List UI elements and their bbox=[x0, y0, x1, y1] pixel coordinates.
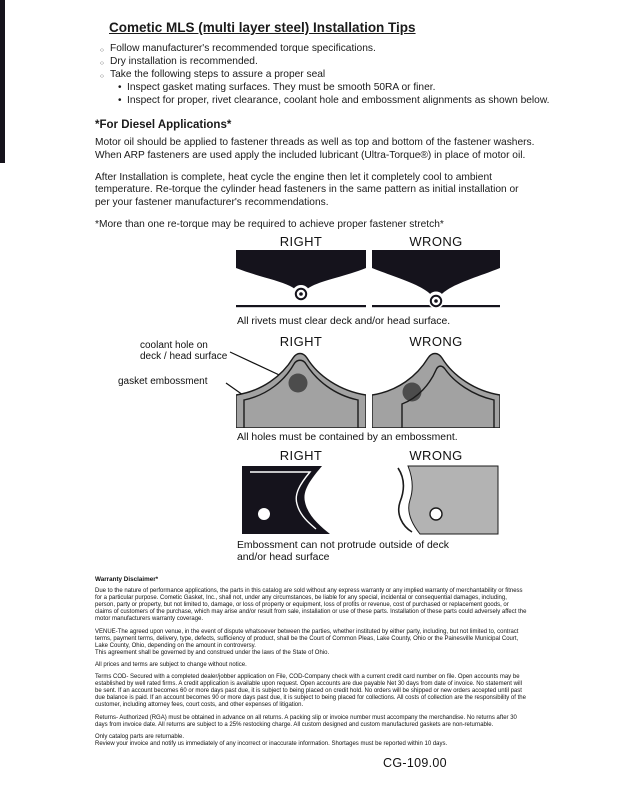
warranty-paragraph: This agreement shall be governed by and construed under the laws of the State of Ohio. bbox=[95, 649, 330, 656]
deck-surface-shape bbox=[372, 354, 500, 429]
deck-surface-shape bbox=[408, 466, 498, 534]
rivet-diagram-wrong bbox=[372, 250, 500, 312]
rivet-right-svg bbox=[236, 250, 366, 312]
rivet-caption: All rivets must clear deck and/or head surface. bbox=[237, 316, 451, 327]
warranty-paragraph: Only catalog parts are returnable. bbox=[95, 733, 185, 740]
rivet-center-dot bbox=[434, 299, 438, 303]
tip-item: ○ Take the following steps to assure a proper seal bbox=[95, 68, 535, 81]
coolant-hole-icon bbox=[289, 374, 308, 393]
embossment-caption: All holes must be contained by an embossment. bbox=[237, 432, 458, 443]
rivet-diagram-right bbox=[236, 250, 366, 312]
column-header-wrong: WRONG bbox=[409, 448, 463, 463]
warranty-disclaimer-block bbox=[95, 576, 527, 748]
column-header-right: RIGHT bbox=[279, 448, 323, 463]
bolt-hole-icon bbox=[430, 508, 442, 520]
column-header-wrong: WRONG bbox=[409, 334, 463, 349]
diesel-paragraph-1: Motor oil should be applied to fastener threads as well as top and bottom of the fastener washers. When ARP fasteners are used apply the included lubricant (Ultra-Torque®) in place of motor oil. bbox=[95, 137, 535, 161]
protrusion-wrong-svg bbox=[372, 464, 500, 536]
deck-surface-shape bbox=[242, 466, 330, 534]
gasket-embossment-label: gasket embossment bbox=[118, 376, 208, 387]
rivet-center-dot bbox=[299, 292, 303, 296]
column-header-right: RIGHT bbox=[279, 334, 323, 349]
protrusion-diagram-wrong bbox=[372, 464, 500, 536]
column-header-wrong: WRONG bbox=[409, 234, 463, 249]
embossment-diagram-right bbox=[236, 350, 366, 428]
embossment-wrong-svg bbox=[372, 350, 500, 428]
rivet-wrong-svg bbox=[372, 250, 500, 312]
protrusion-caption: Embossment can not protrude outside of deck and/or head surface bbox=[237, 540, 449, 563]
coolant-hole-label: coolant hole on deck / head surface bbox=[140, 340, 228, 362]
tip-sub-item: • Inspect for proper, rivet clearance, coolant hole and embossment alignments as shown below. bbox=[95, 94, 535, 107]
tip-item: ○ Dry installation is recommended. bbox=[95, 55, 535, 68]
diesel-applications-heading: *For Diesel Applications* bbox=[95, 119, 232, 131]
warranty-heading: Warranty Disclaimer* bbox=[95, 576, 159, 583]
protrusion-diagram-right bbox=[236, 464, 366, 536]
installation-tips-list bbox=[95, 42, 550, 107]
embossment-right-svg bbox=[236, 350, 366, 428]
tip-sub-item: • Inspect gasket mating surfaces. They must be smooth 50RA or finer. bbox=[95, 81, 535, 94]
warranty-paragraph: Returns- Authorized (RGA) must be obtained in advance on all returns. A packing slip or invoice number must accompany the merchandise. No returns after 30 days from invoice date. All returns are subject to a 25% restocking charge. All custom designed and custom manufactured gaskets are non-returnable. bbox=[95, 714, 517, 728]
diagram-section bbox=[0, 232, 618, 577]
protrusion-right-svg bbox=[236, 464, 366, 536]
warranty-paragraph: VENUE-The agreed upon venue, in the event of dispute whatsoever between the parties, whether instituted by either party, including, but not limited to, contract terms, payment terms, delivery, type, defects, sufficiency of product, shall be the Court of Common Pleas, Lake County, Ohio or the Painesville Municipal Court, Lake County, Ohio, depending on the amount in controversy. bbox=[95, 628, 519, 649]
diesel-paragraph-2: After Installation is complete, heat cycle the engine then let it completely cool to ambient temperature. Re-torque the cylinder head fasteners in the same pattern as initial installation or per your fastener manufacturer's recommendations. bbox=[95, 171, 519, 209]
page-title: Cometic MLS (multi layer steel) Installation Tips bbox=[109, 20, 416, 35]
retorque-note: *More than one re-torque may be required to achieve proper fastener stretch* bbox=[95, 218, 444, 230]
top-text-block bbox=[95, 20, 550, 232]
bolt-hole-icon bbox=[258, 508, 270, 520]
scan-edge-artifact bbox=[0, 0, 5, 163]
warranty-paragraph: Review your invoice and notify us immediately of any incorrect or inaccurate information. Shortages must be reported within 10 days. bbox=[95, 740, 448, 747]
embossment-diagram-wrong bbox=[372, 350, 500, 428]
warranty-paragraph: Due to the nature of performance applications, the parts in this catalog are sold without any express warranty or any implied warranty of merchantability or fitness for a particular purpose. Cometic Gasket, Inc., shall not, under any circumstances, be liable for any special, incidental or consequential damages, including, person, party or property, but not limited to, damage, or loss of property or equipment, loss of profits or revenue, cost of purchased or replacement goods, or claims of customers of the purchase, which may arise and/or result from sale, installation or use of these parts. Installation of these parts could adversely affect the motor manufacturers warranty coverage. bbox=[95, 588, 527, 623]
tip-item: ○ Follow manufacturer's recommended torque specifications. bbox=[95, 42, 535, 55]
warranty-paragraph: All prices and terms are subject to change without notice. bbox=[95, 661, 247, 668]
deck-surface-line bbox=[236, 305, 366, 307]
column-header-right: RIGHT bbox=[279, 234, 323, 249]
warranty-paragraph: Terms COD- Secured with a completed dealer/jobber application on File, COD-Company check with a current credit card number on file. Open accounts may be established by well rated firms. A credit application is available upon request. Open accounts are due payable Net 30 days from date of invoice. No statement will be sent. If an account becomes 60 or more days past due, it is subject to being placed on credit hold. No orders will be shipped or new orders accepted until past due balance is paid. If an account becomes 90 or more days past due, it is subject to being placed for collections. All costs of collection are the responsibility of the customer, including attorney fees, court costs, and other expenses of litigation. bbox=[95, 674, 526, 709]
document-number: CG-109.00 bbox=[383, 756, 447, 770]
